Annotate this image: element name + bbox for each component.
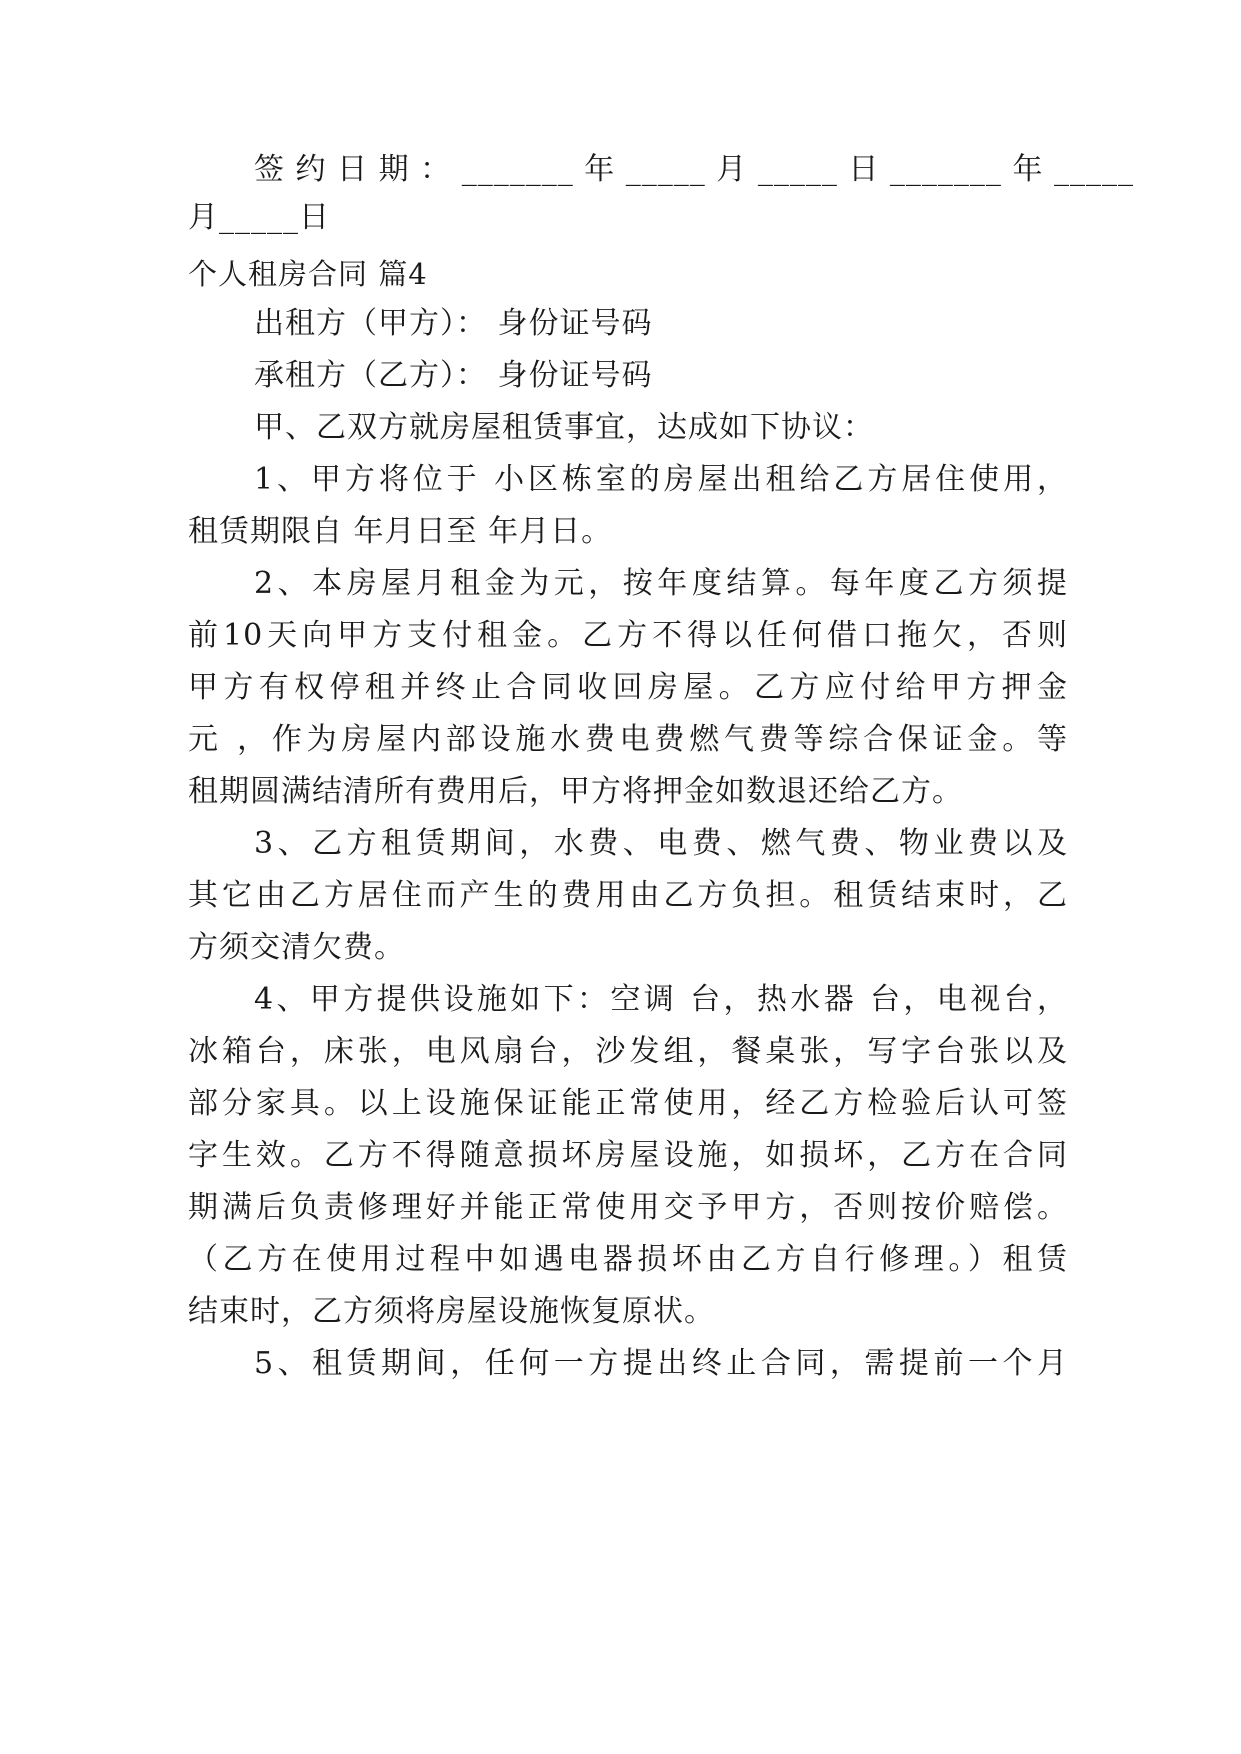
clause-4-line-1: 4、甲方提供设施如下：空调 台，热水器 台，电视台， xyxy=(254,982,1068,1017)
section-title: 个人租房合同 篇4 xyxy=(188,257,428,291)
clause-4-line-6: （乙方在使用过程中如遇电器损坏由乙方自行修理。）租赁 xyxy=(188,1242,1068,1277)
clause-4-line-7: 结束时，乙方须将房屋设施恢复原状。 xyxy=(188,1294,715,1329)
lessee-line: 承租方（乙方）： 身份证号码 xyxy=(254,358,653,393)
agreement-intro: 甲、乙双方就房屋租赁事宜，达成如下协议： xyxy=(254,410,874,445)
signing-date-line-continued: 月_____日 xyxy=(188,200,330,235)
signing-date-line: 签约日期：_______年_____月_____日_______年_____ xyxy=(254,152,1134,187)
clause-4-line-4: 字生效。乙方不得随意损坏房屋设施，如损坏，乙方在合同 xyxy=(188,1138,1068,1173)
clause-2-line-2: 前10天向甲方支付租金。乙方不得以任何借口拖欠，否则 xyxy=(188,618,1068,653)
clause-2-line-1: 2、本房屋月租金为元，按年度结算。每年度乙方须提 xyxy=(254,566,1068,601)
lessor-line: 出租方（甲方）： 身份证号码 xyxy=(254,306,653,341)
clause-2-line-5: 租期圆满结清所有费用后，甲方将押金如数退还给乙方。 xyxy=(188,774,963,809)
clause-4-line-2: 冰箱台，床张，电风扇台，沙发组，餐桌张，写字台张以及 xyxy=(188,1034,1068,1069)
clause-3-line-2: 其它由乙方居住而产生的费用由乙方负担。租赁结束时，乙 xyxy=(188,878,1068,913)
clause-4-line-3: 部分家具。以上设施保证能正常使用，经乙方检验后认可签 xyxy=(188,1086,1068,1121)
clause-1-line-2: 租赁期限自 年月日至 年月日。 xyxy=(188,514,613,549)
clause-5-line-1: 5、租赁期间，任何一方提出终止合同，需提前一个月 xyxy=(254,1346,1068,1381)
clause-2-line-3: 甲方有权停租并终止合同收回房屋。乙方应付给甲方押金 xyxy=(188,670,1068,705)
clause-4-line-5: 期满后负责修理好并能正常使用交予甲方，否则按价赔偿。 xyxy=(188,1190,1068,1225)
clause-3-line-3: 方须交清欠费。 xyxy=(188,930,405,965)
clause-3-line-1: 3、乙方租赁期间，水费、电费、燃气费、物业费以及 xyxy=(254,826,1068,861)
clause-2-line-4: 元 ，作为房屋内部设施水费电费燃气费等综合保证金。等 xyxy=(188,722,1068,757)
clause-1-line-1: 1、甲方将位于 小区栋室的房屋出租给乙方居住使用， xyxy=(254,462,1068,497)
